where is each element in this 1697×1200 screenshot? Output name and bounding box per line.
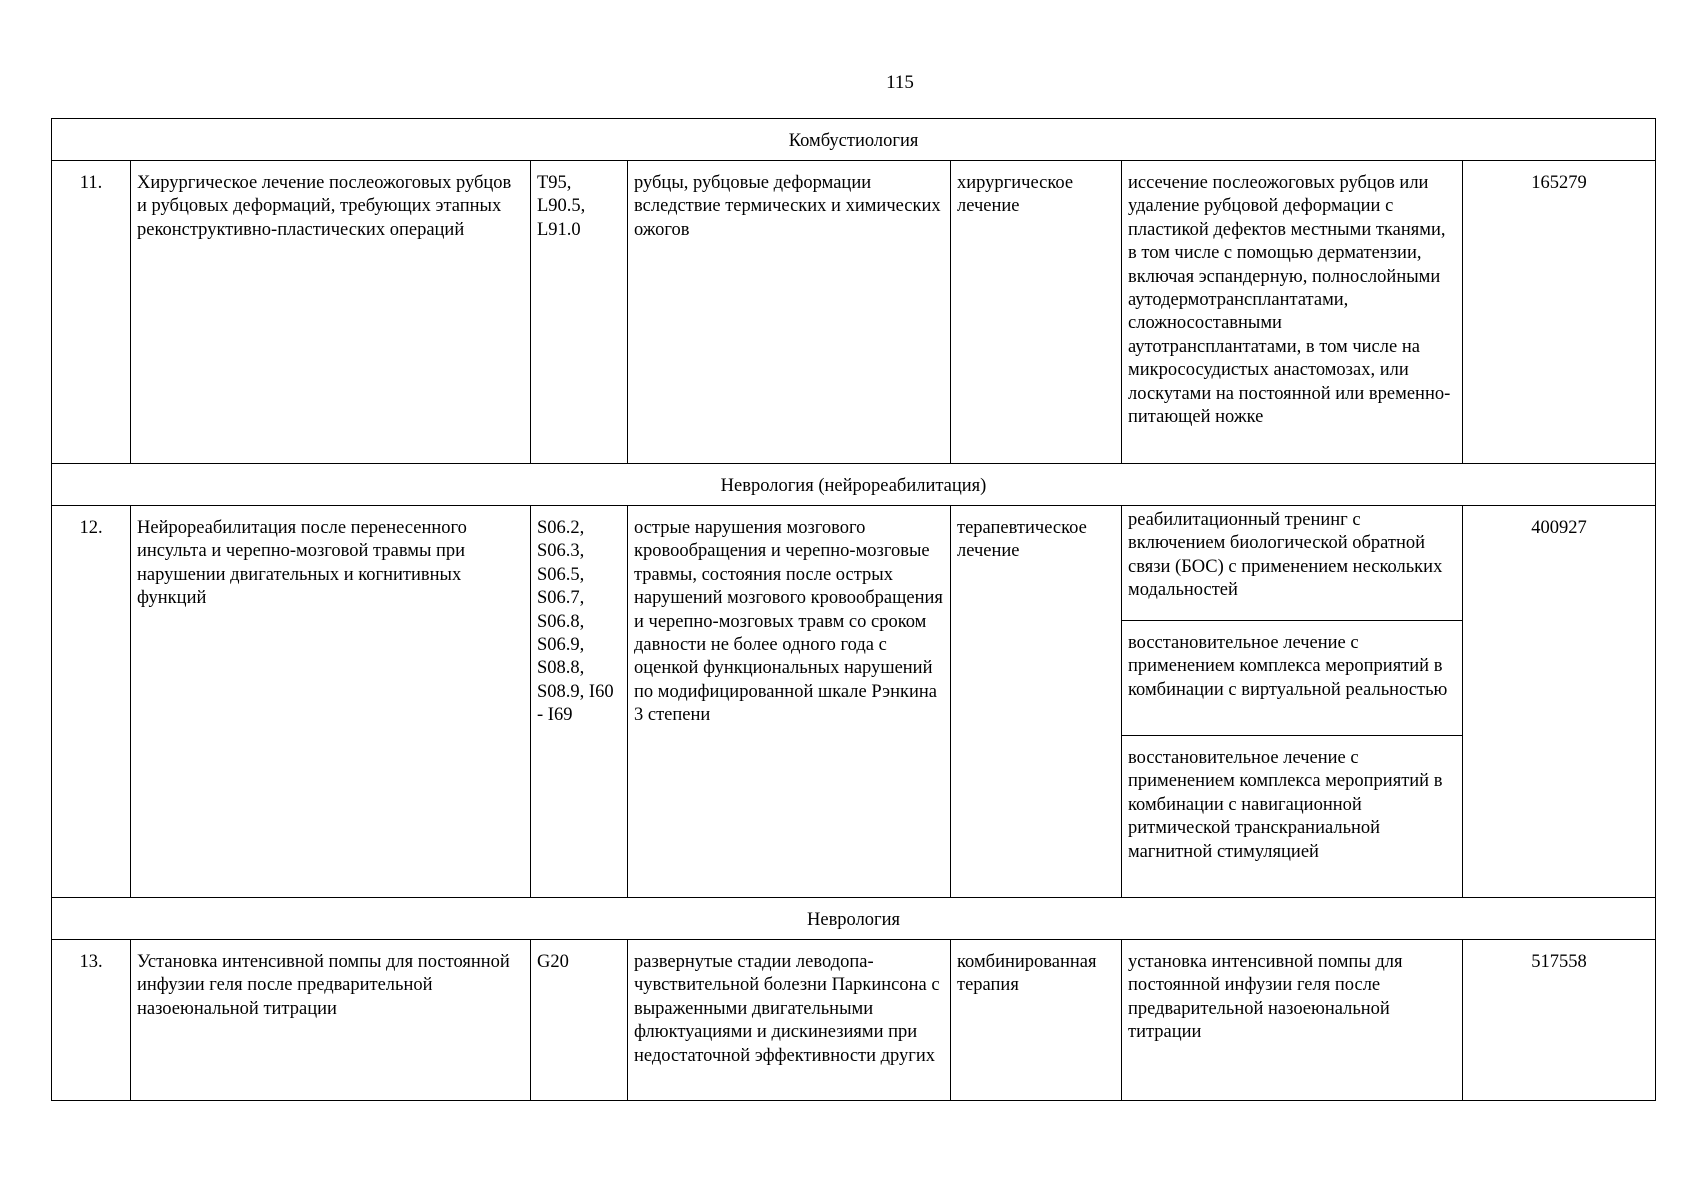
section-header-row — [52, 898, 1656, 940]
price: 517558 — [1463, 940, 1656, 1101]
diagnosis-codes: S06.2, S06.3, S06.5, S06.7, S06.8, S06.9, S08.8, S08.9, I60 - I69 — [531, 506, 628, 898]
treatment-method: иссечение послеожоговых рубцов или удаление рубцовой деформации с пластикой дефектов местными тканями, в том числе с помощью дерматензии, включая эспандерную, полнослойными аутодермотрансплантатами, сложносоставными аутотрансплантатами, в том числе на микрососудистых анастомозах, или лоскутами на постоянной или временно-питающей ножке — [1122, 161, 1463, 464]
treatment-method: реабилитационный тренинг с включением биологической обратной связи (БОС) с применением нескольких модальностей — [1122, 506, 1463, 621]
treatment-method: восстановительное лечение с применением комплекса мероприятий в комбинации с навигационной ритмической транскраниальной магнитной стимуляцией — [1122, 736, 1463, 898]
section-header-row — [52, 119, 1656, 161]
service-name: Нейрореабилитация после перенесенного инсульта и черепно-мозговой травмы при нарушении двигательных и когнитивных функций — [131, 506, 531, 898]
treatment-method: восстановительное лечение с применением комплекса мероприятий в комбинации с виртуальной реальностью — [1122, 621, 1463, 736]
section-title: Неврология — [52, 898, 1656, 940]
diagnosis-codes: G20 — [531, 940, 628, 1101]
patient-model: рубцы, рубцовые деформации вследствие термических и химических ожогов — [628, 161, 951, 464]
services-table — [51, 118, 1656, 1101]
table-row — [52, 506, 1656, 621]
table-row — [52, 161, 1656, 464]
treatment-method: установка интенсивной помпы для постоянной инфузии геля после предварительной назоеюнальной титрации — [1122, 940, 1463, 1101]
page-number: 115 — [886, 72, 914, 93]
diagnosis-codes: T95, L90.5, L91.0 — [531, 161, 628, 464]
row-number: 12. — [52, 506, 131, 898]
treatment-type: комбинированная терапия — [951, 940, 1122, 1101]
section-title: Неврология (нейрореабилитация) — [52, 464, 1656, 506]
price: 400927 — [1463, 506, 1656, 898]
section-header-row — [52, 464, 1656, 506]
service-name: Хирургическое лечение послеожоговых рубцов и рубцовых деформаций, требующих этапных реконструктивно-пластических операций — [131, 161, 531, 464]
section-title: Комбустиология — [52, 119, 1656, 161]
row-number: 11. — [52, 161, 131, 464]
treatment-type: хирургическое лечение — [951, 161, 1122, 464]
treatment-type: терапевтическое лечение — [951, 506, 1122, 898]
patient-model: острые нарушения мозгового кровообращения и черепно-мозговые травмы, состояния после острых нарушений мозгового кровообращения и черепно-мозговых травм со сроком давности не более одного года с оценкой функциональных нарушений по модифицированной шкале Рэнкина 3 степени — [628, 506, 951, 898]
row-number: 13. — [52, 940, 131, 1101]
table-row — [52, 940, 1656, 1101]
patient-model: развернутые стадии леводопа-чувствительной болезни Паркинсона с выраженными двигательными флюктуациями и дискинезиями при недостаточной эффективности других — [628, 940, 951, 1101]
service-name: Установка интенсивной помпы для постоянной инфузии геля после предварительной назоеюнальной титрации — [131, 940, 531, 1101]
price: 165279 — [1463, 161, 1656, 464]
